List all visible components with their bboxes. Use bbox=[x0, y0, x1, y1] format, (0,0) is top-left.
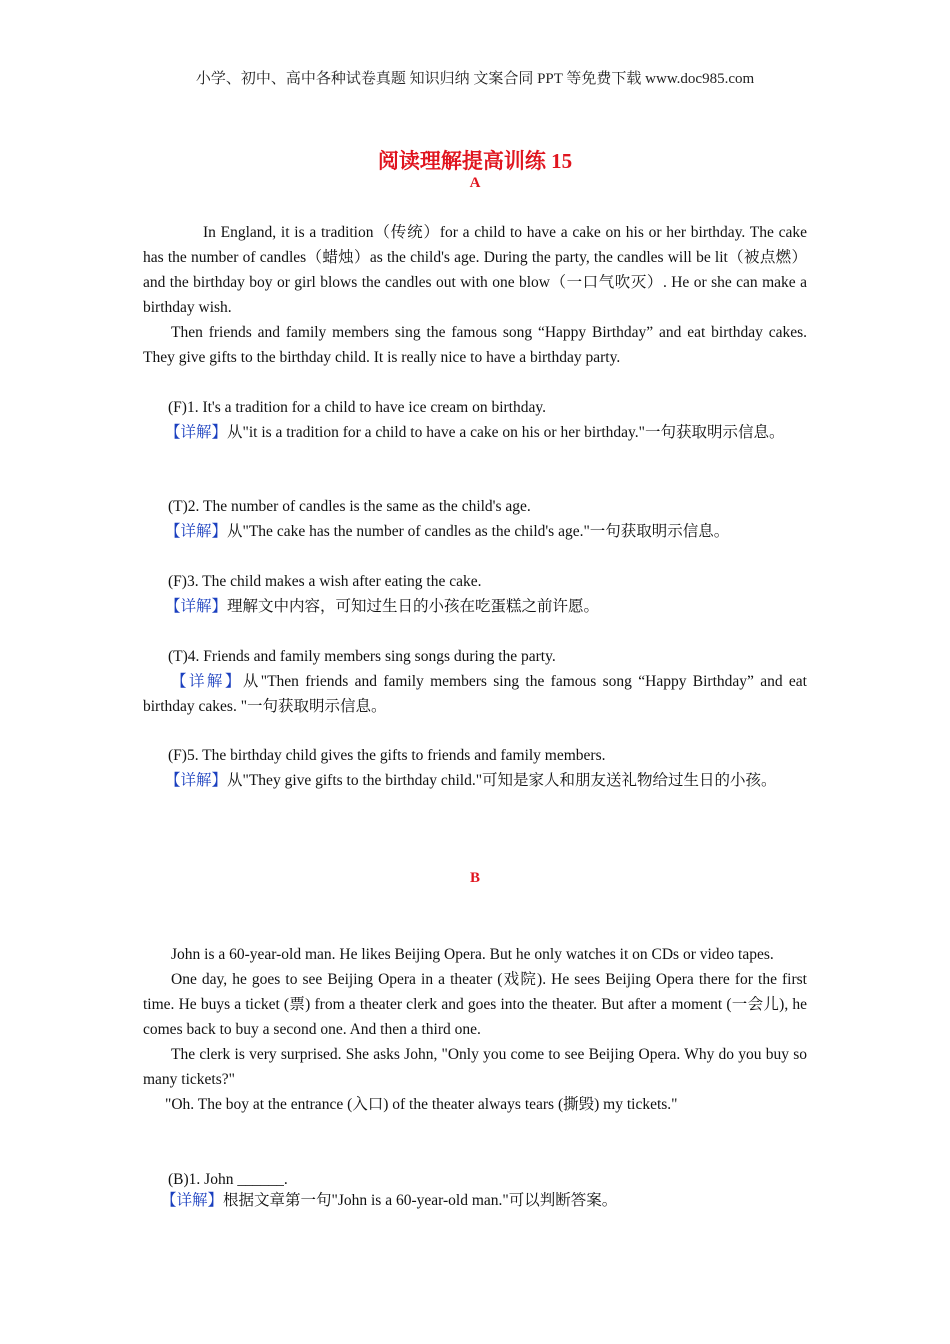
passage-paragraph: One day, he goes to see Beijing Opera in a theater (戏院). He sees Beijing Opera there for the first time. He buys a ticket (票) from a theater clerk and goes into the theater. But after a moment (一会儿), he comes back to buy a second one. And then a third one. bbox=[143, 971, 807, 1038]
explanation-text: 根据文章第一句"John is a 60-year-old man."可以判断答案。 bbox=[223, 1192, 618, 1209]
explanation-tag: 【详解】 bbox=[161, 1192, 224, 1209]
explanation bbox=[143, 768, 807, 793]
explanation bbox=[143, 669, 807, 719]
explanation bbox=[143, 1188, 807, 1213]
passage-paragraph: Then friends and family members sing the famous song “Happy Birthday” and eat birthday cakes. They give gifts to the birthday child. It is really nice to have a birthday party. bbox=[143, 324, 807, 366]
question-item: (T)2. The number of candles is the same as the child's age. bbox=[168, 498, 531, 515]
section-b-label: B bbox=[469, 870, 480, 886]
question-item: (T)4. Friends and family members sing songs during the party. bbox=[168, 648, 556, 665]
explanation bbox=[143, 519, 807, 544]
explanation-text: 从"They give gifts to the birthday child."可知是家人和朋友送礼物给过生日的小孩。 bbox=[227, 772, 777, 789]
explanation bbox=[143, 420, 807, 445]
section-a-passage bbox=[143, 220, 807, 370]
question-item: (F)1. It's a tradition for a child to have ice cream on birthday. bbox=[168, 399, 546, 416]
section-a-label: A bbox=[469, 175, 481, 191]
passage-paragraph: The clerk is very surprised. She asks John, "Only you come to see Beijing Opera. Why do you buy so many tickets?" bbox=[143, 1046, 807, 1088]
question-item: (F)3. The child makes a wish after eating the cake. bbox=[168, 573, 482, 590]
passage-paragraph: John is a 60-year-old man. He likes Beijing Opera. But he only watches it on CDs or video tapes. bbox=[171, 946, 774, 963]
explanation-tag: 【详解】 bbox=[165, 598, 228, 615]
explanation-tag: 【详解】 bbox=[171, 673, 243, 690]
passage-paragraph: In England, it is a tradition（传统）for a child to have a cake on his or her birthday. The cake has the number of candles（蜡烛）as the child's age. During the party, the candles will be lit（被点燃）and the birthday boy or girl blows the candles out with one blow（一口气吹灭）. He or she can make a birthday wish. bbox=[143, 224, 807, 316]
question-item: (F)5. The birthday child gives the gifts to friends and family members. bbox=[168, 747, 606, 764]
explanation-text: 理解文中内容，可知过生日的小孩在吃蛋糕之前许愿。 bbox=[227, 598, 600, 615]
question-item: (B)1. John ______. bbox=[168, 1171, 288, 1188]
explanation-text: 从"Then friends and family members sing the famous song “Happy Birthday” and eat birthday cakes. "一句获取明示信息。 bbox=[143, 673, 807, 715]
page-title: 阅读理解提高训练 15 bbox=[377, 149, 573, 173]
explanation-text: 从"it is a tradition for a child to have a cake on his or her birthday."一句获取明示信息。 bbox=[227, 424, 785, 441]
section-b-passage bbox=[143, 942, 807, 1117]
page-header: 小学、初中、高中各种试卷真题 知识归纳 文案合同 PPT 等免费下载 www.doc985.com bbox=[195, 71, 755, 87]
explanation-tag: 【详解】 bbox=[165, 772, 228, 789]
explanation-text: 从"The cake has the number of candles as the child's age."一句获取明示信息。 bbox=[227, 523, 730, 540]
explanation-tag: 【详解】 bbox=[165, 424, 228, 441]
passage-paragraph: "Oh. The boy at the entrance (入口) of the theater always tears (撕毁) my tickets." bbox=[165, 1096, 678, 1113]
explanation bbox=[143, 594, 807, 619]
explanation-tag: 【详解】 bbox=[165, 523, 228, 540]
